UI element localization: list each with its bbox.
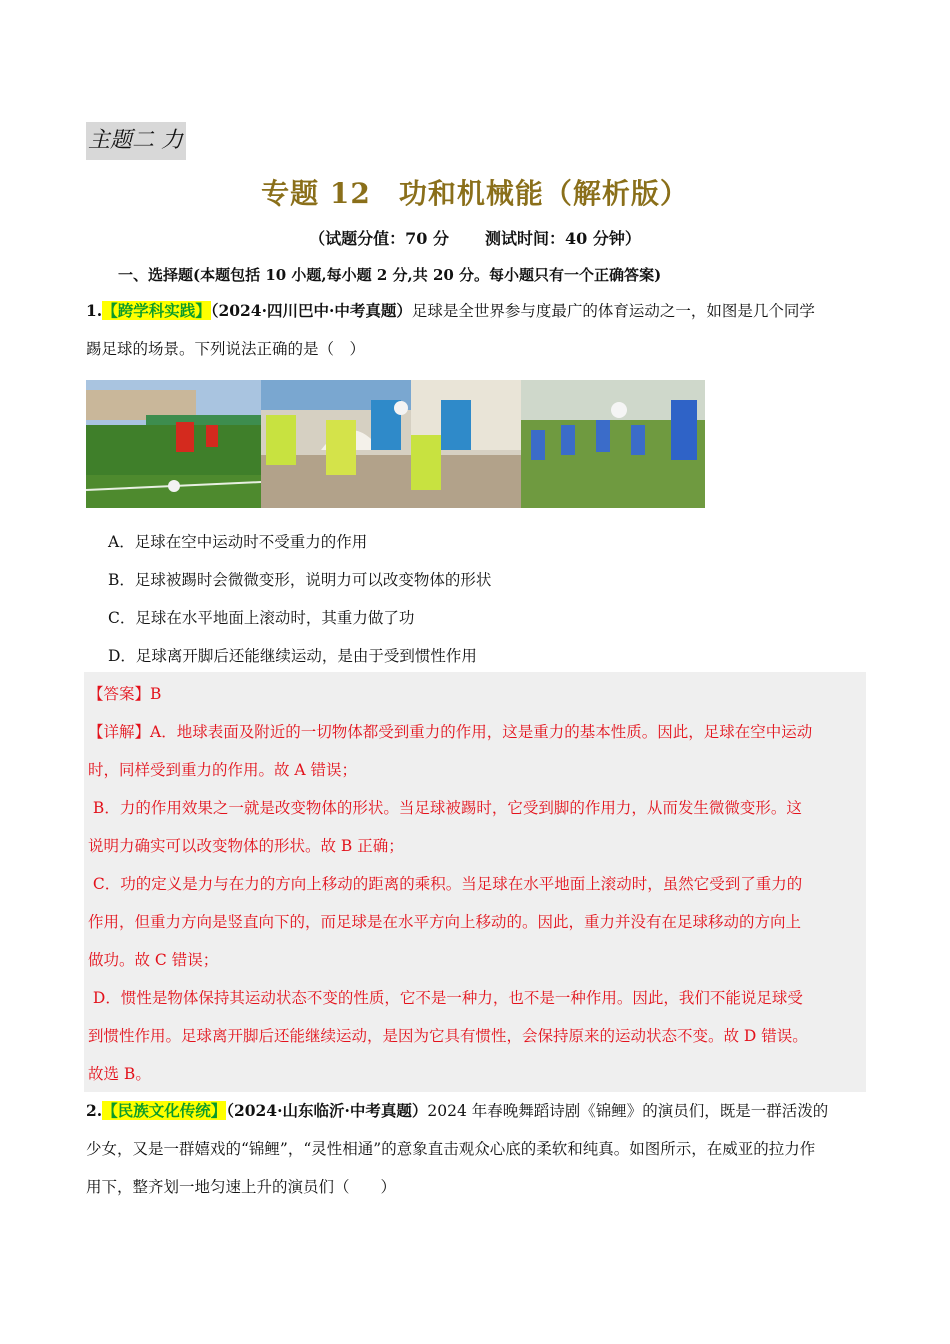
question-text-cont: 少女，又是一群嬉戏的“锦鲤”，“灵性相通”的意象直击观众心底的柔软和纯真。如图所示，在威亚的拉力作 [86,1140,816,1158]
detail-line: 故选 B。 [88,1065,151,1083]
score-info: （试题分值：70 分 [309,229,449,248]
question-text: 2024 年春晚舞蹈诗剧《锦鲤》的演员们，既是一群活泼的 [427,1102,829,1120]
detail-line: D．惯性是物体保持其运动状态不变的性质，它不是一种力，也不是一种作用。因此，我们不能说足球受 [88,989,803,1007]
photo-panel-middle [261,380,521,508]
title-prefix: 专题 12 [261,177,371,210]
answer-line: 【答案】B [88,685,162,703]
section-heading: 一、选择题(本题包括 10 小题,每小题 2 分,共 20 分。每小题只有一个正确答案) [118,266,662,284]
detail-line: 【详解】A．地球表面及附近的一切物体都受到重力的作用，这是重力的基本性质。因此，足球在空中运动 [88,723,813,741]
detail-line: 到惯性作用。足球离开脚后还能继续运动，是因为它具有惯性，会保持原来的运动状态不变。故 D 错误。 [88,1027,808,1045]
option-b: B．足球被踢时会微微变形，说明力可以改变物体的形状 [108,571,492,589]
title-main: 功和机械能（解析版） [398,177,689,210]
question-number: 2. [86,1101,103,1120]
detail-line: B．力的作用效果之一就是改变物体的形状。当足球被踢时，它受到脚的作用力，从而发生微微变形。这 [88,799,802,817]
option-d: D．足球离开脚后还能继续运动，是由于受到惯性作用 [108,647,477,665]
topic-tag: 主题二 力 [86,122,186,160]
detail-line: 做功。故 C 错误； [88,951,219,969]
test-info [0,226,950,249]
detail-line: 作用，但重力方向是竖直向下的，而足球是在水平方向上移动的。因此，重力并没有在足球移动的方向上 [88,913,802,931]
soccer-photo [86,380,705,508]
time-info: 测试时间：40 分钟） [485,229,641,248]
question-text-cont: 踢足球的场景。下列说法正确的是（ ） [86,340,366,358]
question-1-stem [86,292,864,368]
photo-panel-right [521,380,705,508]
option-a: A．足球在空中运动时不受重力的作用 [108,533,368,551]
detail-line: 说明力确实可以改变物体的形状。故 B 正确； [88,837,404,855]
question-tag: 【民族文化传统】 [102,1101,227,1120]
question-source: （2024·四川巴中·中考真题） [210,301,412,320]
photo-panel-left [86,380,261,508]
option-c: C．足球在水平地面上滚动时，其重力做了功 [108,609,415,627]
detail-line: 时，同样受到重力的作用。故 A 错误； [88,761,358,779]
question-2-stem [86,1092,864,1206]
page-title [0,172,950,212]
question-text-cont: 用下，整齐划一地匀速上升的演员们（ ） [86,1178,397,1196]
detail-line: C．功的定义是力与在力的方向上移动的距离的乘积。当足球在水平地面上滚动时，虽然它受到了重力的 [88,875,803,893]
answer-explanation [84,672,866,1092]
question-text: 足球是全世界参与度最广的体育运动之一，如图是几个同学 [411,302,815,320]
question-tag: 【跨学科实践】 [102,301,211,320]
question-number: 1. [86,301,103,320]
question-source: （2024·山东临沂·中考真题） [226,1101,428,1120]
